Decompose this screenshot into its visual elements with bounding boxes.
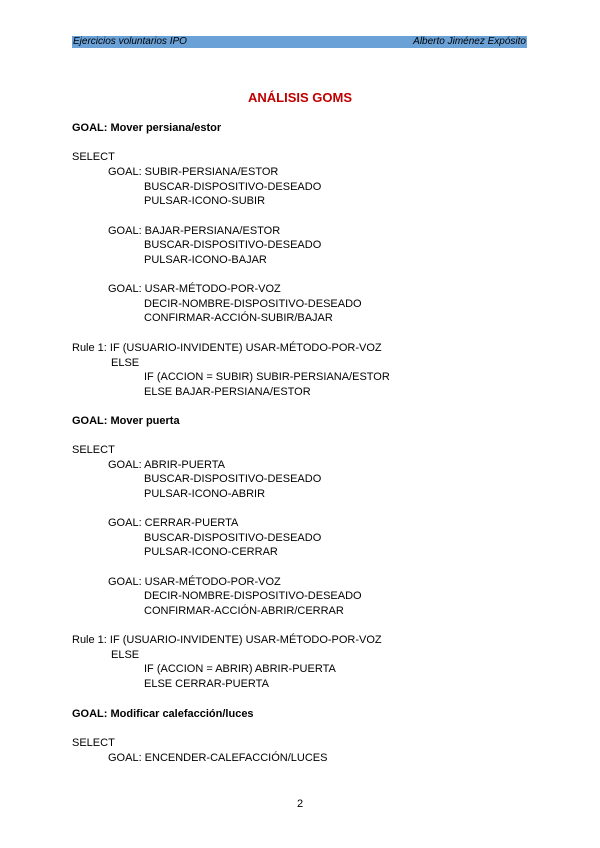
- operator-line: CONFIRMAR-ACCIÓN-ABRIR/CERRAR: [144, 605, 344, 617]
- header-left-text: Ejercicios voluntarios IPO: [73, 36, 187, 47]
- rule-line: ELSE CERRAR-PUERTA: [144, 678, 269, 690]
- operator-line: BUSCAR-DISPOSITIVO-DESEADO: [144, 473, 322, 485]
- section-heading: GOAL: Mover puerta: [72, 415, 180, 427]
- operator-line: BUSCAR-DISPOSITIVO-DESEADO: [144, 181, 322, 193]
- select-keyword: SELECT: [72, 444, 115, 456]
- goal-line: GOAL: USAR-MÉTODO-POR-VOZ: [108, 283, 281, 295]
- section-heading: GOAL: Mover persiana/estor: [72, 122, 222, 134]
- operator-line: BUSCAR-DISPOSITIVO-DESEADO: [144, 239, 322, 251]
- goal-line: GOAL: ENCENDER-CALEFACCIÓN/LUCES: [108, 752, 328, 764]
- rule-line: Rule 1: IF (USUARIO-INVIDENTE) USAR-MÉTODO-POR-VOZ: [72, 342, 382, 354]
- goal-line: GOAL: USAR-MÉTODO-POR-VOZ: [108, 576, 281, 588]
- else-keyword: ELSE: [111, 357, 140, 369]
- operator-line: CONFIRMAR-ACCIÓN-SUBIR/BAJAR: [144, 312, 333, 324]
- document-title: ANÁLISIS GOMS: [247, 90, 352, 105]
- operator-line: PULSAR-ICONO-ABRIR: [144, 488, 266, 500]
- goal-line: GOAL: CERRAR-PUERTA: [108, 517, 239, 529]
- section-heading: GOAL: Modificar calefacción/luces: [72, 708, 254, 720]
- operator-line: BUSCAR-DISPOSITIVO-DESEADO: [144, 532, 322, 544]
- operator-line: PULSAR-ICONO-BAJAR: [144, 254, 267, 266]
- rule-line: IF (ACCION = ABRIR) ABRIR-PUERTA: [144, 663, 336, 675]
- goal-line: GOAL: BAJAR-PERSIANA/ESTOR: [108, 225, 281, 237]
- operator-line: DECIR-NOMBRE-DISPOSITIVO-DESEADO: [144, 590, 362, 602]
- operator-line: PULSAR-ICONO-SUBIR: [144, 195, 266, 207]
- goal-line: GOAL: SUBIR-PERSIANA/ESTOR: [108, 166, 279, 178]
- rule-line: Rule 1: IF (USUARIO-INVIDENTE) USAR-MÉTODO-POR-VOZ: [72, 634, 382, 646]
- rule-line: IF (ACCION = SUBIR) SUBIR-PERSIANA/ESTOR: [144, 371, 390, 383]
- operator-line: DECIR-NOMBRE-DISPOSITIVO-DESEADO: [144, 298, 362, 310]
- page-number: 2: [296, 798, 304, 810]
- else-keyword: ELSE: [111, 649, 140, 661]
- header-right-text: Alberto Jiménez Expósito: [413, 36, 526, 47]
- rule-line: ELSE BAJAR-PERSIANA/ESTOR: [144, 386, 311, 398]
- operator-line: PULSAR-ICONO-CERRAR: [144, 546, 278, 558]
- select-keyword: SELECT: [72, 737, 115, 749]
- select-keyword: SELECT: [72, 151, 115, 163]
- page-header: [72, 36, 527, 48]
- goal-line: GOAL: ABRIR-PUERTA: [108, 459, 225, 471]
